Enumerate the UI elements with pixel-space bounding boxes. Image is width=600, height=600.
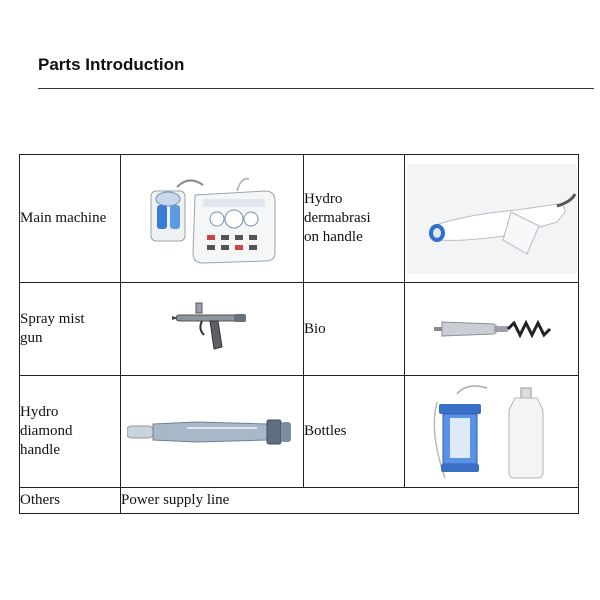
- table-row: [20, 488, 579, 514]
- part-label-line: Hydro: [20, 404, 59, 420]
- table-row: [20, 376, 579, 488]
- main-machine-photo: [121, 155, 304, 283]
- page-title: Parts Introduction: [38, 55, 185, 74]
- part-label: [304, 155, 405, 283]
- part-label-line: diamond: [20, 423, 73, 439]
- part-label: Bottles: [304, 376, 405, 488]
- title-divider: [38, 88, 594, 89]
- table-row: [20, 155, 579, 283]
- part-label: Bio: [304, 283, 405, 376]
- part-label-line: dermabrasi: [304, 210, 371, 226]
- hydro-dermabrasion-handle-photo: [405, 155, 579, 283]
- bottles-photo: [405, 376, 579, 488]
- part-label-line: handle: [20, 442, 60, 458]
- part-label: Main machine: [20, 155, 121, 283]
- parts-table: [19, 154, 579, 514]
- part-label-line: gun: [20, 330, 43, 346]
- hydro-diamond-handle-photo: [121, 376, 304, 488]
- bio-handle-photo: [405, 283, 579, 376]
- spray-mist-gun-photo: [121, 283, 304, 376]
- part-label-line: Spray mist: [20, 311, 85, 327]
- part-label-line: on handle: [304, 229, 363, 245]
- part-label-line: Hydro: [304, 191, 343, 207]
- others-label: Others: [20, 488, 121, 514]
- others-value: Power supply line: [121, 488, 579, 514]
- table-row: [20, 283, 579, 376]
- part-label: [20, 376, 121, 488]
- part-label: [20, 283, 121, 376]
